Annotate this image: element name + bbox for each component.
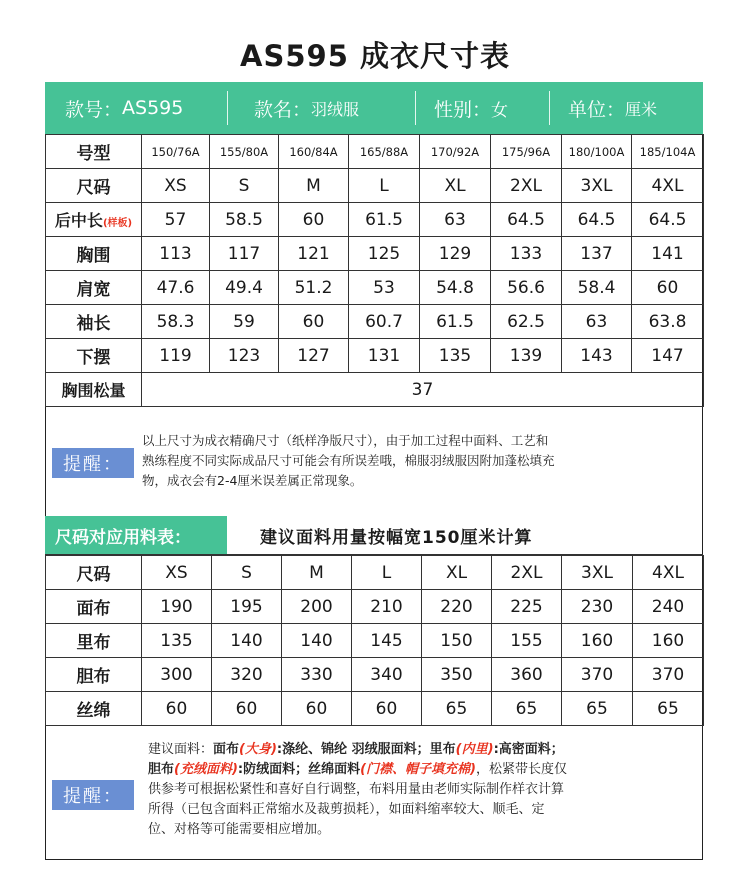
- table-row: [46, 271, 704, 305]
- reminder-badge: 提醒：: [52, 448, 134, 478]
- table-cell: 220: [422, 590, 492, 624]
- info-band: [45, 82, 703, 134]
- text-span: (充绒面料): [174, 762, 238, 777]
- table-cell: 58.3: [142, 305, 210, 339]
- table-cell: 147: [632, 339, 704, 373]
- gender-value: 女: [491, 100, 509, 121]
- table-cell: 60.7: [349, 305, 420, 339]
- table-cell: 141: [632, 237, 704, 271]
- row-label: 面布: [46, 590, 142, 624]
- ease-row: [46, 373, 704, 407]
- row-label: 尺码: [46, 556, 142, 590]
- table-cell: 160: [633, 624, 704, 658]
- table-cell: S: [210, 169, 279, 203]
- text-span: (大身): [239, 742, 277, 757]
- model-label: 号型: [46, 135, 142, 169]
- table-cell: 117: [210, 237, 279, 271]
- text-span: :涤纶、锦纶 羽绒服面料；: [276, 742, 430, 757]
- table-row: [46, 169, 704, 203]
- table-cell: 190: [142, 590, 212, 624]
- unit-value: 厘米: [625, 99, 658, 119]
- table-cell: 63.8: [632, 305, 704, 339]
- reminder-line: 位、对格等可能需要相应增加。: [148, 822, 331, 837]
- table-row: [46, 624, 704, 658]
- band-divider: [227, 91, 228, 125]
- size-cell: 3XL: [562, 556, 633, 590]
- reminder-line: 物，成衣会有2-4厘米误差属正常现象。: [142, 473, 363, 488]
- table-cell: 320: [212, 658, 282, 692]
- style-label: 款号：: [65, 98, 123, 121]
- model-cell: 170/92A: [420, 135, 491, 169]
- table-cell: M: [279, 169, 349, 203]
- text-span: 面布: [213, 742, 240, 757]
- size-cell: XS: [142, 556, 212, 590]
- name-value: 羽绒服: [311, 99, 360, 119]
- table-cell: 330: [282, 658, 352, 692]
- table-cell: 129: [420, 237, 491, 271]
- table-cell: 225: [492, 590, 562, 624]
- row-label: 胆布: [46, 658, 142, 692]
- table-cell: 155: [492, 624, 562, 658]
- table-cell: 65: [633, 692, 704, 726]
- table-cell: 125: [349, 237, 420, 271]
- fabric-table: [45, 555, 704, 726]
- text-span: 胆布: [148, 762, 175, 777]
- table-cell: 137: [562, 237, 632, 271]
- table-cell: 62.5: [491, 305, 562, 339]
- table-cell: 60: [352, 692, 422, 726]
- table-cell: 350: [422, 658, 492, 692]
- table-cell: 65: [562, 692, 633, 726]
- style-value: AS595: [122, 97, 184, 119]
- table-row: [46, 590, 704, 624]
- table-cell: 140: [282, 624, 352, 658]
- table-cell: 195: [212, 590, 282, 624]
- table-cell: 370: [633, 658, 704, 692]
- size-cell: XL: [422, 556, 492, 590]
- table-cell: 230: [562, 590, 633, 624]
- band-divider: [549, 91, 550, 125]
- table-cell: 64.5: [491, 203, 562, 237]
- reminder-line: [148, 740, 698, 760]
- table-cell: 60: [632, 271, 704, 305]
- reminder-line: 所得（已包含面料正常缩水及裁剪损耗），如面料缩率较大、顺毛、定: [148, 802, 545, 817]
- row-label: 丝绵: [46, 692, 142, 726]
- table-cell: 65: [422, 692, 492, 726]
- table-cell: 59: [210, 305, 279, 339]
- table-cell: L: [349, 169, 420, 203]
- table-row: [46, 339, 704, 373]
- reminder-line: 以上尺寸为成衣精确尺寸（纸样净版尺寸），由于加工过程中面料、工艺和: [142, 433, 549, 448]
- unit-label: 单位：: [568, 98, 626, 121]
- text-span: ，松紧带长度仅: [476, 762, 568, 777]
- model-cell: 155/80A: [210, 135, 279, 169]
- table-cell: 60: [212, 692, 282, 726]
- fabric-section-note: 建议面料用量按幅宽150厘米计算: [260, 527, 533, 548]
- table-cell: 64.5: [632, 203, 704, 237]
- model-cell: 150/76A: [142, 135, 210, 169]
- table-cell: 47.6: [142, 271, 210, 305]
- size-cell: 2XL: [492, 556, 562, 590]
- table-cell: 143: [562, 339, 632, 373]
- table-cell: 121: [279, 237, 349, 271]
- text-span: :防绒面料；丝绵面料: [237, 762, 361, 777]
- fabric-header-row: [46, 556, 704, 590]
- unit: [550, 82, 700, 134]
- table-cell: 300: [142, 658, 212, 692]
- table-cell: 58.4: [562, 271, 632, 305]
- table-cell: 61.5: [420, 305, 491, 339]
- table-cell: 65: [492, 692, 562, 726]
- table-cell: 3XL: [562, 169, 632, 203]
- reminder-line: 供参考可根据松紧性和喜好自行调整，布料用量由老师实际制作样衣计算: [148, 782, 565, 797]
- reminder-box: [45, 409, 703, 515]
- table-cell: 360: [492, 658, 562, 692]
- table-cell: 49.4: [210, 271, 279, 305]
- table-cell: 210: [352, 590, 422, 624]
- table-cell: 160: [562, 624, 633, 658]
- size-cell: L: [352, 556, 422, 590]
- text-span: (内里): [455, 742, 494, 757]
- row-label: 下摆: [46, 339, 142, 373]
- table-cell: 131: [349, 339, 420, 373]
- table-cell: 56.6: [491, 271, 562, 305]
- fabric-section-title: 尺码对应用料表：: [45, 516, 227, 554]
- table-cell: 127: [279, 339, 349, 373]
- table-cell: 53: [349, 271, 420, 305]
- table-cell: 61.5: [349, 203, 420, 237]
- text-span: 建议面料：: [148, 742, 214, 757]
- table-cell: 133: [491, 237, 562, 271]
- table-cell: 2XL: [491, 169, 562, 203]
- ease-value: 37: [142, 373, 704, 407]
- row-label: 肩宽: [46, 271, 142, 305]
- table-cell: 113: [142, 237, 210, 271]
- model-cell: 160/84A: [279, 135, 349, 169]
- table-row: [46, 237, 704, 271]
- table-cell: XL: [420, 169, 491, 203]
- model-cell: 185/104A: [632, 135, 704, 169]
- table-cell: 150: [422, 624, 492, 658]
- text-span: 里布: [429, 742, 456, 757]
- text-span: :高密面料；: [493, 742, 564, 757]
- name-label: 款名：: [254, 98, 312, 121]
- band-divider: [415, 91, 416, 125]
- table-cell: XS: [142, 169, 210, 203]
- reminder-text: [142, 431, 697, 491]
- table-cell: 51.2: [279, 271, 349, 305]
- row-label-text: 后中长: [54, 211, 103, 230]
- sample-tag: (样板): [102, 218, 133, 229]
- table-cell: 63: [562, 305, 632, 339]
- size-cell: S: [212, 556, 282, 590]
- reminder-line: 熟练程度不同实际成品尺寸可能会有所误差哦，棉服羽绒服因附加蓬松填充: [142, 453, 555, 468]
- style-number: [45, 82, 227, 134]
- model-cell: 180/100A: [562, 135, 632, 169]
- table-cell: 60: [279, 305, 349, 339]
- table-cell: 57: [142, 203, 210, 237]
- text-span: (门襟、帽子填充棉): [360, 762, 476, 777]
- table-cell: 135: [420, 339, 491, 373]
- table-cell: 64.5: [562, 203, 632, 237]
- gender: [416, 82, 549, 134]
- row-label: 里布: [46, 624, 142, 658]
- row-label: 袖长: [46, 305, 142, 339]
- table-cell: 54.8: [420, 271, 491, 305]
- table-cell: 60: [142, 692, 212, 726]
- ease-label: 胸围松量: [46, 373, 142, 407]
- gender-label: 性别：: [434, 98, 492, 121]
- table-row: [46, 658, 704, 692]
- table-cell: 60: [279, 203, 349, 237]
- table-cell: 139: [491, 339, 562, 373]
- table-cell: 58.5: [210, 203, 279, 237]
- table-cell: 63: [420, 203, 491, 237]
- table-cell: 60: [282, 692, 352, 726]
- row-label: 胸围: [46, 237, 142, 271]
- table-cell: 4XL: [632, 169, 704, 203]
- table-cell: 140: [212, 624, 282, 658]
- table-cell: 145: [352, 624, 422, 658]
- model-row: [46, 135, 704, 169]
- table-cell: 340: [352, 658, 422, 692]
- style-name: [228, 82, 415, 134]
- table-cell: 200: [282, 590, 352, 624]
- table-cell: 123: [210, 339, 279, 373]
- model-cell: 175/96A: [491, 135, 562, 169]
- table-cell: 135: [142, 624, 212, 658]
- fabric-reminder-box: [45, 727, 703, 860]
- size-cell: M: [282, 556, 352, 590]
- table-cell: 370: [562, 658, 633, 692]
- size-table: [45, 134, 704, 407]
- page-title: AS595 成衣尺寸表: [240, 39, 510, 73]
- table-cell: 240: [633, 590, 704, 624]
- table-cell: 119: [142, 339, 210, 373]
- row-label: 尺码: [46, 169, 142, 203]
- fabric-reminder-text: [148, 740, 698, 840]
- reminder-line: [148, 760, 698, 780]
- reminder-badge: 提醒：: [52, 780, 134, 810]
- row-label: [46, 203, 142, 237]
- table-row: [46, 305, 704, 339]
- model-cell: 165/88A: [349, 135, 420, 169]
- table-row: [46, 692, 704, 726]
- table-row: [46, 203, 704, 237]
- size-cell: 4XL: [633, 556, 704, 590]
